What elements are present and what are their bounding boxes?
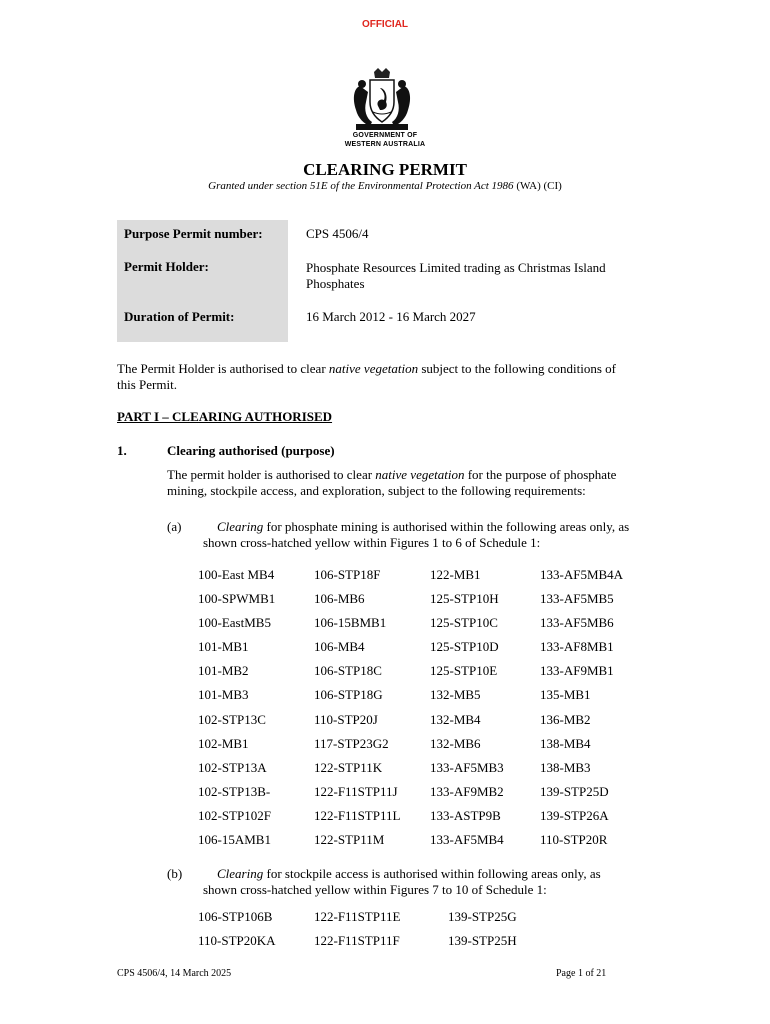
area-code-cell: 106-STP106B — [198, 909, 273, 924]
area-code-cell: 117-STP23G2 — [314, 735, 389, 751]
area-code-cell: 106-15AMB1 — [198, 832, 271, 848]
area-code-cell: 139-STP25G — [448, 909, 517, 924]
area-code-cell: 139-STP26A — [540, 807, 609, 823]
area-code-cell: 101-MB3 — [198, 687, 249, 703]
table-row — [198, 591, 658, 615]
area-code-cell: 106-15BMB1 — [314, 615, 387, 631]
duration-label: Duration of Permit: — [124, 309, 235, 324]
area-code-cell: 133-AF9MB2 — [430, 783, 504, 799]
area-code-cell: 133-AF5MB4A — [540, 567, 624, 582]
area-code-cell: 102-MB1 — [198, 735, 249, 751]
area-code-cell: 133-ASTP9B — [430, 807, 501, 823]
area-code-cell: 110-STP20R — [540, 832, 608, 848]
sub-b-emphasis: Clearing — [217, 866, 264, 881]
area-code-cell: 102-STP102F — [198, 807, 271, 823]
permit-number-value: CPS 4506/4 — [306, 226, 369, 241]
area-code-cell: 101-MB2 — [198, 663, 249, 679]
area-code-cell: 122-F11STP11J — [314, 783, 398, 799]
permit-holder-line-1: Phosphate Resources Limited trading as Christmas Island — [306, 260, 606, 275]
area-code-cell: 101-MB1 — [198, 639, 249, 655]
area-code-cell: 122-STP11M — [314, 832, 385, 848]
permit-holder-value — [306, 260, 606, 292]
table-row — [198, 567, 658, 591]
mining-areas-table — [198, 567, 658, 856]
area-code-cell: 125-STP10E — [430, 663, 498, 679]
area-code-cell: 139-STP25D — [540, 783, 609, 799]
intro-text-1: The Permit Holder is authorised to clear — [117, 361, 329, 376]
area-code-cell: 122-STP11K — [314, 759, 383, 775]
sub-a-emphasis: Clearing — [217, 519, 264, 534]
intro-emphasis: native vegetation — [328, 361, 419, 376]
table-row — [198, 760, 658, 784]
granted-line — [0, 180, 770, 192]
permit-number-label: Purpose Permit number: — [124, 226, 263, 241]
section-body-text-1: The permit holder is authorised to clear — [167, 467, 376, 482]
table-row — [198, 736, 658, 760]
table-row — [198, 663, 658, 687]
permit-holder-line-2: Phosphates — [306, 276, 365, 291]
government-label — [0, 131, 770, 149]
sub-b-text — [203, 866, 663, 898]
area-code-cell: 106-STP18F — [314, 567, 381, 582]
duration-value: 16 March 2012 - 16 March 2027 — [306, 309, 476, 324]
area-code-cell: 122-F11STP11E — [314, 909, 401, 924]
table-row — [198, 933, 658, 957]
classification-label: OFFICIAL — [361, 19, 409, 30]
area-code-cell: 102-STP13C — [198, 711, 266, 727]
table-row — [198, 687, 658, 711]
granted-suffix: (WA) (CI) — [513, 180, 562, 192]
table-row — [198, 909, 658, 933]
table-row — [198, 639, 658, 663]
area-code-cell: 139-STP25H — [448, 933, 517, 948]
sub-a-text — [203, 519, 663, 551]
area-code-cell: 133-AF8MB1 — [540, 639, 614, 655]
area-code-cell: 122-MB1 — [430, 567, 481, 582]
section-body-text-3: mining, stockpile access, and exploration, subject to the following requirements: — [167, 483, 586, 498]
area-code-cell: 132-MB5 — [430, 687, 481, 703]
area-code-cell: 133-AF9MB1 — [540, 663, 614, 679]
area-code-cell: 133-AF5MB4 — [430, 832, 504, 848]
table-row — [198, 808, 658, 832]
area-code-cell: 106-STP18G — [314, 687, 383, 703]
sub-a-text-1: for phosphate mining is authorised within the following areas only, as — [263, 519, 630, 534]
area-code-cell: 135-MB1 — [540, 687, 591, 703]
area-code-cell: 122-F11STP11L — [314, 807, 401, 823]
intro-paragraph — [117, 361, 616, 393]
area-code-cell: 122-F11STP11F — [314, 933, 400, 948]
table-row — [198, 712, 658, 736]
area-code-cell: 110-STP20KA — [198, 933, 276, 948]
sub-b-letter: (b) — [167, 866, 183, 881]
area-code-cell: 133-AF5MB6 — [540, 615, 614, 631]
granted-act: Granted under section 51E of the Environmental Protection Act 1986 — [208, 180, 514, 192]
section-body — [167, 467, 667, 499]
area-code-cell: 132-MB6 — [430, 735, 481, 751]
area-code-cell: 125-STP10C — [430, 615, 498, 631]
area-code-cell: 125-STP10D — [430, 639, 499, 655]
part-heading: PART I – CLEARING AUTHORISED — [117, 409, 333, 424]
permit-holder-label: Permit Holder: — [124, 259, 209, 274]
document-title: CLEARING PERMIT — [303, 160, 467, 179]
sub-b-text-1: for stockpile access is authorised within following areas only, as — [263, 866, 601, 881]
table-row — [198, 832, 658, 856]
area-code-cell: 106-MB4 — [314, 639, 365, 655]
area-code-cell: 133-AF5MB3 — [430, 759, 504, 775]
section-heading: Clearing authorised (purpose) — [167, 443, 335, 458]
sub-a-letter: (a) — [167, 519, 182, 534]
sub-b-text-2: shown cross-hatched yellow within Figures 7 to 10 of Schedule 1: — [203, 882, 547, 897]
stockpile-areas-table — [198, 909, 658, 957]
intro-text-3: this Permit. — [117, 377, 177, 392]
area-code-cell: 102-STP13B- — [198, 783, 271, 799]
table-row — [198, 784, 658, 808]
area-code-cell: 106-STP18C — [314, 663, 382, 679]
area-code-cell: 136-MB2 — [540, 711, 591, 727]
page-number: Page 1 of 21 — [556, 968, 607, 979]
table-row — [198, 615, 658, 639]
area-code-cell: 133-AF5MB5 — [540, 591, 614, 607]
government-line-2: WESTERN AUSTRALIA — [344, 141, 426, 148]
area-code-cell: 100-SPWMB1 — [198, 591, 276, 607]
sub-a-text-2: shown cross-hatched yellow within Figures 1 to 6 of Schedule 1: — [203, 535, 541, 550]
area-code-cell: 106-MB6 — [314, 591, 365, 607]
section-body-text-2: for the purpose of phosphate — [464, 467, 617, 482]
area-code-cell: 125-STP10H — [430, 591, 499, 607]
section-number: 1. — [117, 443, 127, 458]
area-code-cell: 138-MB4 — [540, 735, 591, 751]
coat-of-arms-logo — [342, 66, 422, 132]
area-code-cell: 138-MB3 — [540, 759, 591, 775]
area-code-cell: 100-EastMB5 — [198, 615, 271, 631]
area-code-cell: 102-STP13A — [198, 759, 267, 775]
section-body-emphasis: native vegetation — [375, 467, 465, 482]
intro-text-2: subject to the following conditions of — [418, 361, 616, 376]
footer-reference: CPS 4506/4, 14 March 2025 — [117, 968, 232, 979]
area-code-cell: 110-STP20J — [314, 711, 378, 727]
government-line-1: GOVERNMENT OF — [352, 132, 418, 139]
area-code-cell: 100-East MB4 — [198, 567, 275, 582]
area-code-cell: 132-MB4 — [430, 711, 481, 727]
